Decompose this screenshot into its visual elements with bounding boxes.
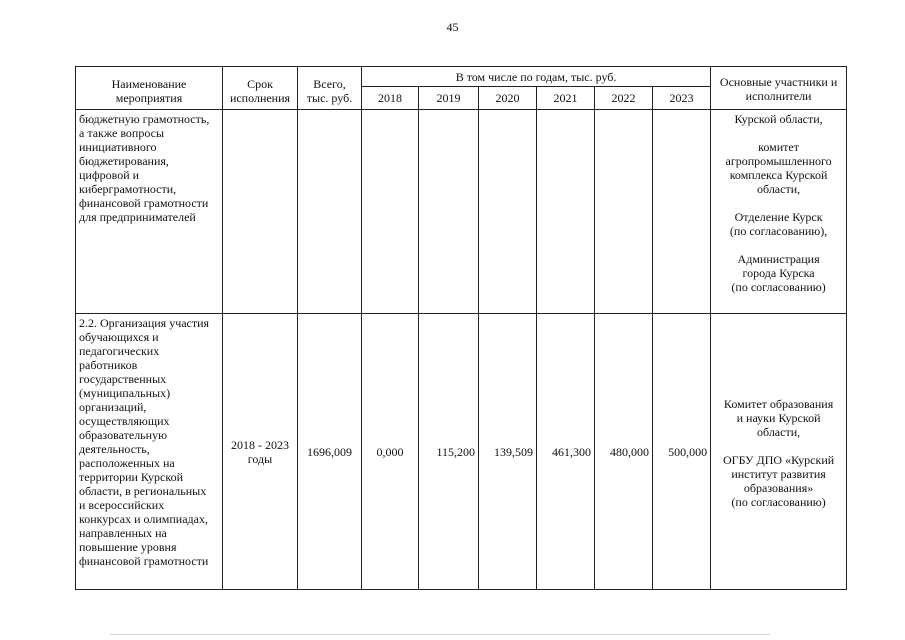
participant-line: области, — [757, 182, 801, 196]
activity-name-line: финансовой грамотности — [79, 554, 209, 568]
year-value-cell — [419, 110, 479, 314]
header-term-line: исполнения — [229, 91, 291, 105]
activity-name-line: направленных на — [79, 526, 167, 540]
participant-line: комитет — [758, 140, 799, 154]
header-term-line: Срок — [247, 77, 273, 91]
activity-name-line: киберграмотности, — [79, 182, 177, 196]
header-term — [223, 67, 298, 110]
header-total — [298, 67, 362, 110]
header-total-line: тыс. руб. — [306, 91, 353, 105]
year-value-cell: 461,300 — [537, 314, 595, 590]
budget-table — [75, 66, 847, 590]
header-name-line: мероприятия — [115, 91, 183, 105]
participant-line: Администрация — [737, 252, 820, 266]
header-year: 2021 — [537, 87, 595, 110]
table-row — [76, 314, 847, 590]
participant-line: институт развития — [731, 466, 826, 481]
activity-name-line: территории Курской — [79, 470, 183, 484]
activity-name-line: для предпринимателей — [79, 210, 196, 224]
participant-line: агропромышленного — [725, 154, 832, 168]
header-participants-line: исполнители — [745, 89, 812, 103]
header-year: 2023 — [653, 87, 711, 110]
activity-name-line: образовательную — [79, 428, 168, 442]
activity-name-line: осуществляющих — [79, 414, 170, 428]
activity-name-line: и всероссийских — [79, 498, 165, 512]
activity-name-line: обучающихся и — [79, 330, 159, 344]
header-participants — [711, 67, 847, 110]
term-line: 2018 - 2023 — [231, 437, 289, 452]
activity-name-line: финансовой грамотности — [79, 196, 209, 210]
header-participants-line: Основные участники и — [719, 75, 838, 89]
activity-name-cell — [76, 110, 223, 314]
activity-name-line: (муниципальных) — [79, 386, 171, 400]
page-bottom-divider — [110, 634, 770, 635]
header-year: 2020 — [479, 87, 537, 110]
activity-name-line: бюджетирования, — [79, 154, 169, 168]
participant-line: Курской области, — [734, 112, 823, 126]
activity-name-line: деятельность, — [79, 442, 150, 456]
activity-name-line: области, в региональных — [79, 484, 207, 498]
participant-line: (по согласованию) — [731, 280, 826, 294]
year-value-cell — [537, 110, 595, 314]
term-cell — [223, 110, 298, 314]
activity-name-line: повышение уровня — [79, 540, 177, 554]
header-year: 2018 — [362, 87, 419, 110]
year-value-cell — [653, 110, 711, 314]
header-name-line: Наименование — [111, 77, 187, 91]
page-number: 45 — [446, 20, 459, 34]
participant-line: города Курска — [742, 266, 815, 280]
activity-name-line: 2.2. Организация участия — [79, 316, 210, 330]
activity-name-line: конкурсах и олимпиадах, — [79, 512, 208, 526]
header-total-line: Всего, — [313, 77, 346, 91]
table-row — [76, 110, 847, 314]
participants-cell — [711, 314, 847, 590]
activity-name-line: инициативного — [79, 140, 157, 154]
year-value-cell: 115,200 — [419, 314, 479, 590]
participants-cell — [711, 110, 847, 314]
activity-name-cell — [76, 314, 223, 590]
participant-line: области, — [757, 424, 801, 439]
year-value-cell: 139,509 — [479, 314, 537, 590]
participant-line: Комитет образования — [723, 396, 834, 411]
activity-name-line: цифровой и — [79, 168, 140, 182]
total-cell: 1696,009 — [298, 314, 362, 590]
activity-name-line: организаций, — [79, 400, 147, 414]
participant-line: (по согласованию), — [729, 224, 828, 238]
header-years-group: В том числе по годам, тыс. руб. — [362, 67, 711, 87]
activity-name-line: работников — [79, 358, 138, 372]
participant-line: и науки Курской — [736, 410, 821, 425]
header-year: 2022 — [595, 87, 653, 110]
header-name — [76, 67, 223, 110]
year-value-cell — [362, 110, 419, 314]
participant-line: комплекса Курской — [729, 168, 828, 182]
total-cell — [298, 110, 362, 314]
activity-name-line: государственных — [79, 372, 167, 386]
year-value-cell — [479, 110, 537, 314]
participant-line: ОГБУ ДПО «Курский — [722, 452, 835, 467]
header-year: 2019 — [419, 87, 479, 110]
activity-name-line: расположенных на — [79, 456, 175, 470]
activity-name-line: а также вопросы — [79, 126, 165, 140]
term-line: годы — [247, 451, 273, 466]
year-value-cell — [595, 110, 653, 314]
year-value-cell: 480,000 — [595, 314, 653, 590]
participant-line: образования» — [743, 480, 814, 495]
year-value-cell: 500,000 — [653, 314, 711, 590]
year-value-cell: 0,000 — [362, 314, 419, 590]
participant-line: (по согласованию) — [731, 494, 826, 509]
participant-line: Отделение Курск — [734, 210, 823, 224]
activity-name-line: педагогических — [79, 344, 160, 358]
term-cell — [223, 314, 298, 590]
activity-name-line: бюджетную грамотность, — [79, 112, 210, 126]
